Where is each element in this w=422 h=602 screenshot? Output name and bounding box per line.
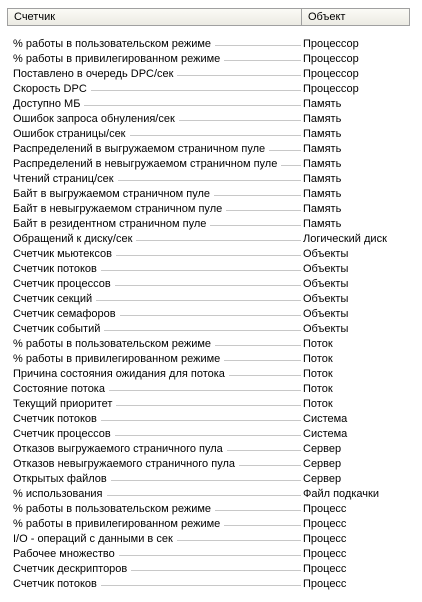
list-header xyxy=(7,8,410,26)
column-header-counter[interactable]: Счетчик xyxy=(8,9,302,25)
counter-cell xyxy=(13,532,301,547)
counter-name: Причина состояния ожидания для потока xyxy=(13,367,229,382)
counter-name: Обращений к диску/сек xyxy=(13,232,136,247)
list-item[interactable] xyxy=(13,352,413,367)
list-item[interactable] xyxy=(13,202,413,217)
object-name: Объекты xyxy=(303,263,349,275)
list-item[interactable] xyxy=(13,187,413,202)
counter-cell xyxy=(13,307,301,322)
leader-line xyxy=(179,120,301,121)
leader-line xyxy=(104,330,301,331)
counter-cell xyxy=(13,352,301,367)
counter-name: Счетчик потоков xyxy=(13,577,101,592)
counter-name: Открытых файлов xyxy=(13,472,111,487)
list-item[interactable] xyxy=(13,367,413,382)
counter-cell xyxy=(13,322,301,337)
object-name: Память xyxy=(303,173,342,185)
object-name: Память xyxy=(303,203,342,215)
counter-cell xyxy=(13,382,301,397)
leader-line xyxy=(118,180,301,181)
counter-cell xyxy=(13,187,301,202)
leader-line xyxy=(281,165,301,166)
object-name: Файл подкачки xyxy=(303,488,379,500)
list-item[interactable] xyxy=(13,67,413,82)
counter-cell xyxy=(13,127,301,142)
object-name: Сервер xyxy=(303,443,342,455)
counter-name: Чтений страниц/сек xyxy=(13,172,118,187)
counter-name: Доступно МБ xyxy=(13,97,84,112)
list-item[interactable] xyxy=(13,172,413,187)
object-name: Объекты xyxy=(303,293,349,305)
list-item[interactable] xyxy=(13,247,413,262)
object-name: Процесс xyxy=(303,548,347,560)
object-name: Поток xyxy=(303,383,333,395)
leader-line xyxy=(214,195,301,196)
counter-cell xyxy=(13,442,301,457)
list-item[interactable] xyxy=(13,397,413,412)
leader-line xyxy=(101,585,301,586)
counter-cell xyxy=(13,67,301,82)
leader-line xyxy=(229,375,301,376)
counter-cell xyxy=(13,367,301,382)
list-item[interactable] xyxy=(13,412,413,427)
counter-name: Байт в невыгружаемом страничном пуле xyxy=(13,202,226,217)
object-name: Объекты xyxy=(303,248,349,260)
object-name: Объекты xyxy=(303,278,349,290)
counter-cell xyxy=(13,52,301,67)
counter-name: % работы в пользовательском режиме xyxy=(13,37,215,52)
counter-name: I/O - операций с данными в сек xyxy=(13,532,177,547)
counter-name: Отказов невыгружаемого страничного пула xyxy=(13,457,239,472)
object-name: Процесс xyxy=(303,533,347,545)
leader-line xyxy=(111,480,301,481)
leader-line xyxy=(136,240,301,241)
counter-name: % работы в привилегированном режиме xyxy=(13,517,224,532)
counter-cell xyxy=(13,232,301,247)
counter-name: Распределений в невыгружаемом страничном пуле xyxy=(13,157,281,172)
list-item[interactable] xyxy=(13,262,413,277)
counter-name: Поставлено в очередь DPC/сек xyxy=(13,67,177,82)
leader-line xyxy=(115,285,301,286)
counter-cell xyxy=(13,112,301,127)
counter-name: Ошибок запроса обнуления/сек xyxy=(13,112,179,127)
counter-cell xyxy=(13,487,301,502)
list-item[interactable] xyxy=(13,457,413,472)
leader-line xyxy=(119,555,301,556)
object-name: Память xyxy=(303,188,342,200)
counter-name: Счетчик процессов xyxy=(13,277,115,292)
counter-cell xyxy=(13,262,301,277)
leader-line xyxy=(116,255,301,256)
leader-line xyxy=(227,450,301,451)
object-name: Сервер xyxy=(303,473,342,485)
counter-name: Скорость DPC xyxy=(13,82,91,97)
leader-line xyxy=(224,60,301,61)
counter-cell xyxy=(13,337,301,352)
object-name: Память xyxy=(303,128,342,140)
leader-line xyxy=(120,315,301,316)
counter-cell xyxy=(13,397,301,412)
counter-cell xyxy=(13,412,301,427)
leader-line xyxy=(239,465,301,466)
list-item[interactable] xyxy=(13,157,413,172)
leader-line xyxy=(224,360,301,361)
leader-line xyxy=(84,105,301,106)
list-item[interactable] xyxy=(13,427,413,442)
list-item[interactable] xyxy=(13,277,413,292)
counter-cell xyxy=(13,562,301,577)
counter-name: Счетчик процессов xyxy=(13,427,115,442)
leader-line xyxy=(116,405,301,406)
leader-line xyxy=(107,495,301,496)
object-name: Процесс xyxy=(303,503,347,515)
counter-cell xyxy=(13,517,301,532)
leader-line xyxy=(109,390,301,391)
leader-line xyxy=(115,435,301,436)
object-name: Память xyxy=(303,98,342,110)
object-name: Объекты xyxy=(303,323,349,335)
list-item[interactable] xyxy=(13,97,413,112)
list-item[interactable] xyxy=(13,307,413,322)
leader-line xyxy=(177,75,301,76)
object-name: Процесс xyxy=(303,563,347,575)
list-item[interactable] xyxy=(13,472,413,487)
list-item[interactable] xyxy=(13,337,413,352)
counter-cell xyxy=(13,97,301,112)
object-name: Процессор xyxy=(303,53,359,65)
counter-name: Ошибок страницы/сек xyxy=(13,127,130,142)
counter-cell xyxy=(13,292,301,307)
counter-cell xyxy=(13,202,301,217)
list-item[interactable] xyxy=(13,127,413,142)
list-item[interactable] xyxy=(13,487,413,502)
counter-name: Рабочее множество xyxy=(13,547,119,562)
counter-cell xyxy=(13,547,301,562)
list-item[interactable] xyxy=(13,217,413,232)
object-name: Память xyxy=(303,218,342,230)
object-name: Процесс xyxy=(303,578,347,590)
counter-cell xyxy=(13,427,301,442)
counter-name: Состояние потока xyxy=(13,382,109,397)
counter-name: Счетчик секций xyxy=(13,292,96,307)
object-name: Память xyxy=(303,158,342,170)
counter-name: Счетчик событий xyxy=(13,322,104,337)
leader-line xyxy=(130,135,302,136)
object-name: Объекты xyxy=(303,308,349,320)
object-name: Процесс xyxy=(303,518,347,530)
list-item[interactable] xyxy=(13,382,413,397)
leader-line xyxy=(215,45,301,46)
list-item[interactable] xyxy=(13,517,413,532)
list-item[interactable] xyxy=(13,292,413,307)
counter-name: Отказов выгружаемого страничного пула xyxy=(13,442,227,457)
counter-name: Счетчик семафоров xyxy=(13,307,120,322)
leader-line xyxy=(177,540,301,541)
counter-cell xyxy=(13,457,301,472)
list-item[interactable] xyxy=(13,52,413,67)
object-name: Логический диск xyxy=(303,233,387,245)
object-name: Поток xyxy=(303,368,333,380)
counter-name: Счетчик дескрипторов xyxy=(13,562,131,577)
counter-name: % использования xyxy=(13,487,107,502)
counter-cell xyxy=(13,277,301,292)
list-item[interactable] xyxy=(13,112,413,127)
counter-name: Счетчик потоков xyxy=(13,262,101,277)
counter-name: % работы в привилегированном режиме xyxy=(13,52,224,67)
leader-line xyxy=(226,210,301,211)
leader-line xyxy=(210,225,301,226)
list-item[interactable] xyxy=(13,232,413,247)
counter-cell xyxy=(13,247,301,262)
counter-name: Счетчик мьютексов xyxy=(13,247,116,262)
counter-cell xyxy=(13,142,301,157)
counter-cell xyxy=(13,157,301,172)
object-name: Процессор xyxy=(303,38,359,50)
leader-line xyxy=(96,300,301,301)
counter-cell xyxy=(13,217,301,232)
object-name: Поток xyxy=(303,398,333,410)
counter-cell xyxy=(13,472,301,487)
counter-name: Счетчик потоков xyxy=(13,412,101,427)
list-item[interactable] xyxy=(13,142,413,157)
counter-name: % работы в пользовательском режиме xyxy=(13,337,215,352)
list-item[interactable] xyxy=(13,502,413,517)
counter-cell xyxy=(13,172,301,187)
counter-name: Байт в резидентном страничном пуле xyxy=(13,217,210,232)
object-name: Память xyxy=(303,143,342,155)
leader-line xyxy=(91,90,301,91)
leader-line xyxy=(224,525,301,526)
leader-line xyxy=(215,510,301,511)
counter-name: % работы в пользовательском режиме xyxy=(13,502,215,517)
list-item[interactable] xyxy=(13,322,413,337)
object-name: Процессор xyxy=(303,83,359,95)
counter-cell xyxy=(13,82,301,97)
object-name: Поток xyxy=(303,353,333,365)
counter-cell xyxy=(13,577,301,592)
object-name: Процессор xyxy=(303,68,359,80)
list-rows xyxy=(13,37,413,592)
object-name: Поток xyxy=(303,338,333,350)
list-item[interactable] xyxy=(13,577,413,592)
list-item[interactable] xyxy=(13,547,413,562)
leader-line xyxy=(131,570,301,571)
counter-name: Текущий приоритет xyxy=(13,397,116,412)
object-name: Система xyxy=(303,428,348,440)
counter-name: % работы в привилегированном режиме xyxy=(13,352,224,367)
counter-cell xyxy=(13,502,301,517)
counter-name: Байт в выгружаемом страничном пуле xyxy=(13,187,214,202)
list-item[interactable] xyxy=(13,562,413,577)
list-item[interactable] xyxy=(13,532,413,547)
list-item[interactable] xyxy=(13,82,413,97)
leader-line xyxy=(101,270,301,271)
leader-line xyxy=(215,345,301,346)
list-item[interactable] xyxy=(13,37,413,52)
counter-cell xyxy=(13,37,301,52)
column-header-object[interactable]: Объект xyxy=(308,11,346,23)
counter-name: Распределений в выгружаемом страничном пуле xyxy=(13,142,269,157)
leader-line xyxy=(269,150,301,151)
list-item[interactable] xyxy=(13,442,413,457)
object-name: Система xyxy=(303,413,348,425)
object-name: Память xyxy=(303,113,342,125)
leader-line xyxy=(101,420,301,421)
object-name: Сервер xyxy=(303,458,342,470)
